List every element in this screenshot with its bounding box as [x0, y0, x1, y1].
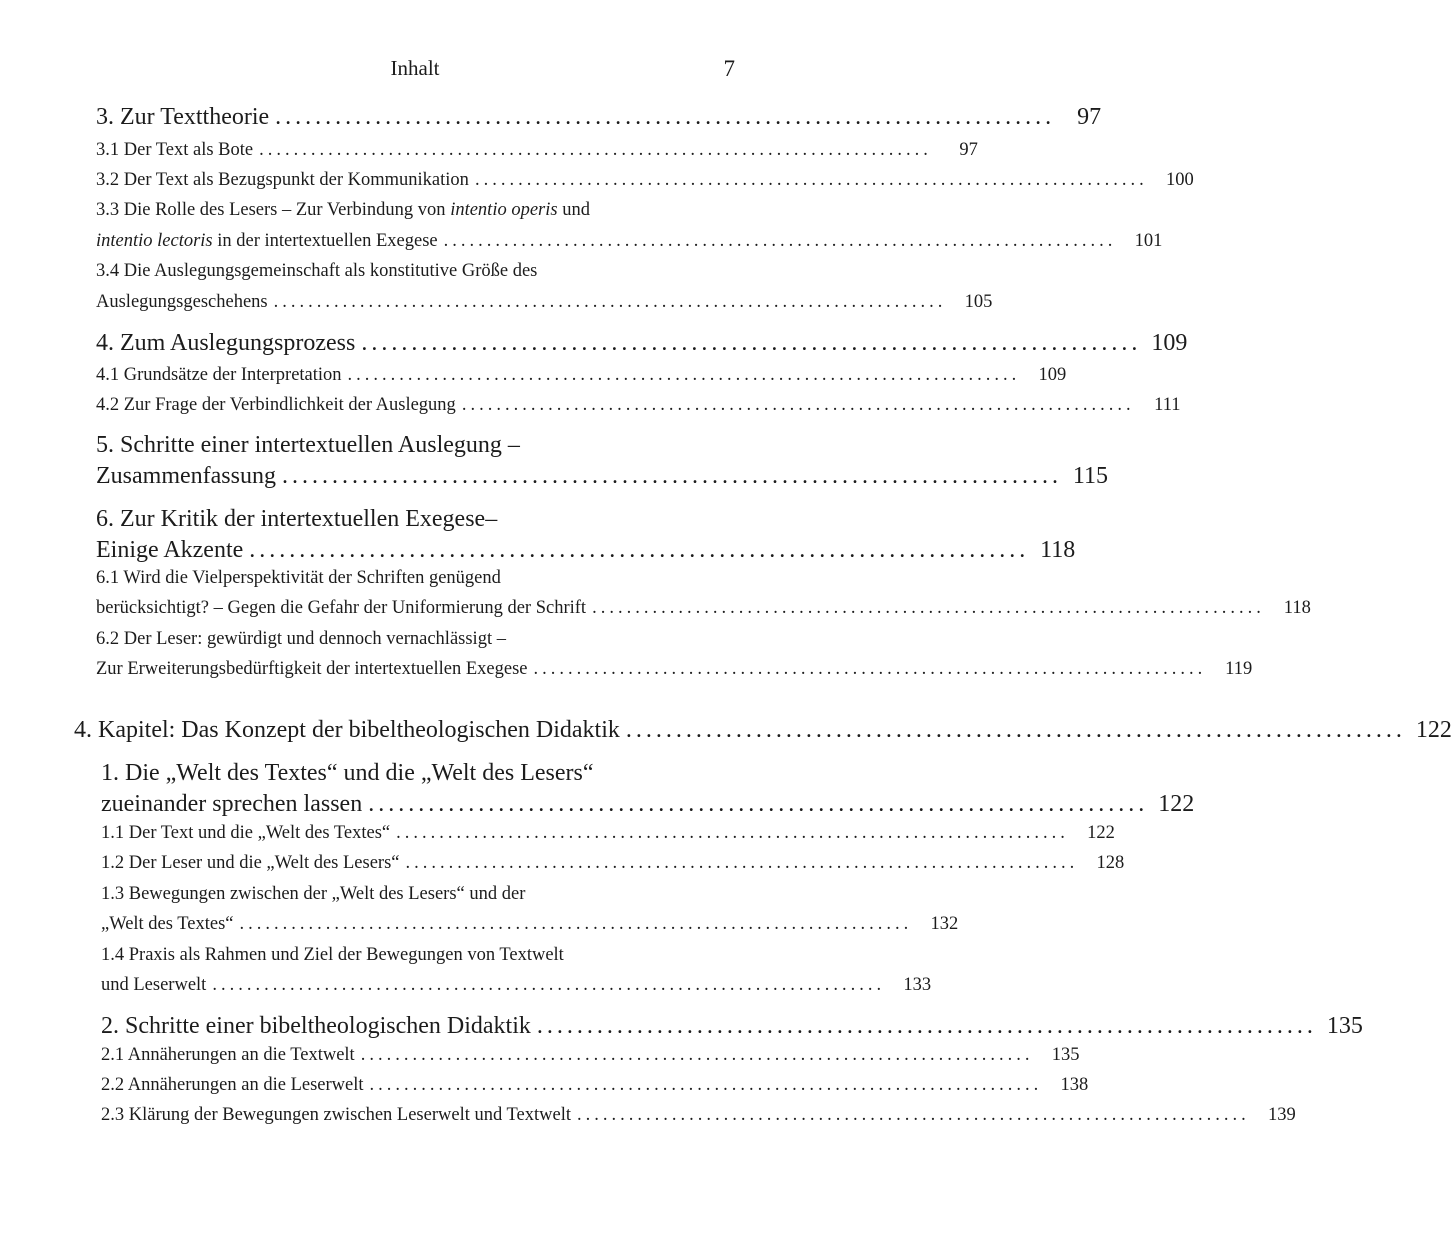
leader-dots: .............................................................................. [461, 395, 1135, 415]
toc-entry-title: 2.3 Klärung der Bewegungen zwischen Leserwelt und Textwelt [101, 1105, 571, 1125]
toc-entry-title: 1.1 Der Text und die „Welt des Textes“ [101, 823, 391, 843]
toc-entry-page: 135 [1051, 1045, 1080, 1065]
toc-entry-page: 118 [1283, 598, 1311, 618]
leader-dots: .............................................................................. [360, 1045, 1034, 1065]
toc-entry-page: 128 [1096, 853, 1125, 873]
toc-entry-page: 101 [1134, 231, 1163, 251]
toc-entry-title: 3. Zur Texttheorie [96, 104, 270, 130]
toc-entry-title: 3.2 Der Text als Bezugspunkt der Kommunikation [96, 170, 469, 190]
leader-dots: .............................................................................. [273, 292, 947, 312]
leader-dots: .............................................................................. [347, 365, 1021, 385]
leader-dots: .............................................................................. [625, 717, 1406, 743]
toc-entry-line: 3.3 Die Rolle des Lesers – Zur Verbindung von intentio operis und [96, 200, 590, 220]
toc-entry-title: zueinander sprechen lassen [101, 791, 363, 817]
toc-entry-title: 4.1 Grundsätze der Interpretation [96, 365, 342, 385]
toc-entry [101, 1075, 1089, 1096]
leader-dots: .............................................................................. [443, 231, 1117, 251]
toc-entry-title: Einige Akzente [96, 537, 244, 563]
leader-dots: .............................................................................. [536, 1013, 1317, 1039]
toc-entry [96, 395, 1181, 416]
toc-entry [96, 330, 1188, 357]
toc-entry [96, 365, 1067, 386]
toc-entry-title: 1.2 Der Leser und die „Welt des Lesers“ [101, 853, 400, 873]
toc-entry-title: berücksichtigt? – Gegen die Gefahr der Uniformierung der Schrift [96, 598, 587, 618]
toc-entry-page: 138 [1060, 1075, 1089, 1095]
toc-entry-title: „Welt des Textes“ [101, 914, 234, 934]
toc-entry [96, 140, 978, 161]
toc-entry [101, 791, 1195, 818]
toc-entry-line: 1.3 Bewegungen zwischen der „Welt des Lesers“ und der [101, 884, 526, 904]
leader-dots: .............................................................................. [259, 140, 932, 160]
leader-dots: .............................................................................. [249, 537, 1030, 563]
leader-dots: .............................................................................. [592, 598, 1265, 618]
toc-entry-page: 122 [1087, 823, 1115, 843]
toc-entry-page: 109 [1038, 365, 1067, 385]
toc-entry [101, 1045, 1080, 1066]
toc-entry-title: Zusammenfassung [96, 463, 276, 489]
toc-entry-page: 133 [903, 975, 932, 995]
toc-entry-title: 2. Schritte einer bibeltheologischen Didaktik [101, 1013, 531, 1039]
toc-entry-page: 119 [1225, 659, 1253, 679]
leader-dots: .............................................................................. [474, 170, 1148, 190]
leader-dots: .............................................................................. [281, 463, 1062, 489]
toc-chapter-page: 122 [1415, 717, 1452, 743]
toc-entry-title: 2.2 Annäherungen an die Leserwelt [101, 1075, 364, 1095]
toc-entry-page: 105 [964, 292, 993, 312]
toc-entry [96, 104, 1102, 131]
toc-entry [101, 975, 932, 996]
toc-chapter [74, 717, 1452, 744]
toc-entry-page: 109 [1151, 330, 1188, 356]
toc-entry [96, 170, 1194, 191]
leader-dots: .............................................................................. [396, 823, 1069, 843]
toc-entry-line: 5. Schritte einer intertextuellen Auslegung – [96, 432, 520, 458]
toc-entry-title: 3.1 Der Text als Bote [96, 140, 254, 160]
toc-entry-page: 135 [1326, 1013, 1363, 1039]
running-title: Inhalt [390, 56, 440, 80]
leader-dots: .............................................................................. [533, 659, 1207, 679]
toc-entry-page: 111 [1154, 395, 1181, 415]
toc-entry [96, 231, 1163, 252]
toc-entry [101, 914, 959, 935]
leader-dots: .............................................................................. [361, 330, 1142, 356]
leader-dots: .............................................................................. [368, 791, 1149, 817]
leader-dots: .............................................................................. [369, 1075, 1043, 1095]
toc-entry [101, 1105, 1296, 1126]
toc-entry-line: 1. Die „Welt des Textes“ und die „Welt des Lesers“ [101, 760, 594, 786]
toc-entry [101, 853, 1125, 874]
toc-entry [101, 823, 1115, 844]
toc-chapter-title: 4. Kapitel: Das Konzept der bibeltheologischen Didaktik [74, 717, 620, 743]
toc-entry-page: 139 [1267, 1105, 1296, 1125]
leader-dots: .............................................................................. [275, 104, 1056, 130]
toc-entry-line: 1.4 Praxis als Rahmen und Ziel der Bewegungen von Textwelt [101, 945, 564, 965]
leader-dots: .............................................................................. [405, 853, 1079, 873]
toc-entry-line: 6.2 Der Leser: gewürdigt und dennoch vernachlässigt – [96, 629, 506, 649]
toc-entry-title: 4.2 Zur Frage der Verbindlichkeit der Auslegung [96, 395, 456, 415]
toc-entry-line: 3.4 Die Auslegungsgemeinschaft als konstitutive Größe des [96, 261, 538, 281]
toc-entry-page: 97 [1077, 104, 1102, 130]
toc-entry-title: und Leserwelt [101, 975, 207, 995]
toc-entry-page: 100 [1165, 170, 1194, 190]
running-head [95, 56, 735, 84]
leader-dots: .............................................................................. [576, 1105, 1250, 1125]
toc-entry-title: 2.1 Annäherungen an die Textwelt [101, 1045, 355, 1065]
toc-entry-page: 115 [1072, 463, 1108, 489]
toc-entry-page: 122 [1158, 791, 1195, 817]
toc-entry [96, 598, 1311, 619]
toc-entry-title: intentio lectoris in der intertextuellen Exegese [96, 231, 438, 251]
toc-entry-page: 132 [930, 914, 959, 934]
toc-entry [96, 463, 1108, 490]
toc-entry [96, 537, 1076, 564]
toc-entry-page: 118 [1040, 537, 1076, 563]
toc-entry [96, 292, 993, 313]
toc-entry-page: 97 [959, 140, 978, 160]
page-number: 7 [723, 56, 735, 81]
leader-dots: .............................................................................. [212, 975, 886, 995]
toc-entry [96, 659, 1253, 680]
toc-entry [101, 1013, 1363, 1040]
toc-entry-line: 6.1 Wird die Vielperspektivität der Schriften genügend [96, 568, 501, 588]
toc-entry-title: Zur Erweiterungsbedürftigkeit der intertextuellen Exegese [96, 659, 528, 679]
toc-entry-title: 4. Zum Auslegungsprozess [96, 330, 356, 356]
leader-dots: .............................................................................. [239, 914, 913, 934]
toc-entry-title: Auslegungsgeschehens [96, 292, 268, 312]
toc-entry-line: 6. Zur Kritik der intertextuellen Exegese– [96, 506, 498, 532]
